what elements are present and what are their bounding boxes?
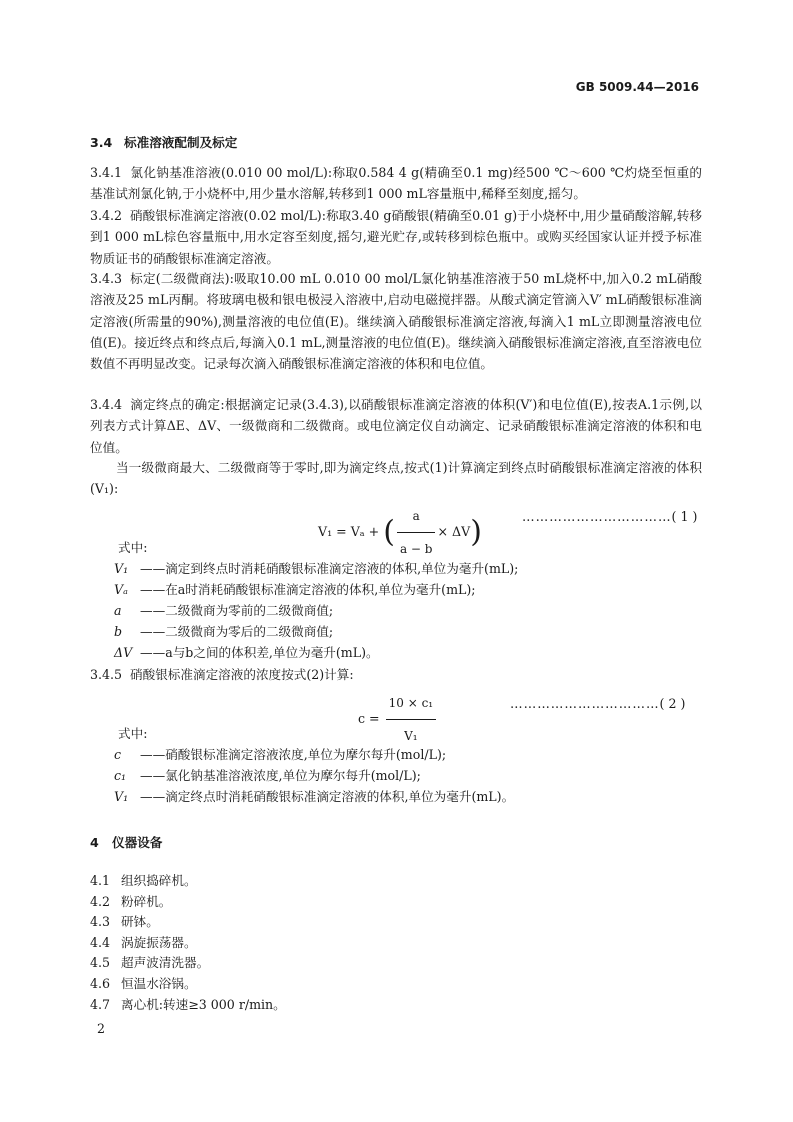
- formula-2-lhs: c =: [358, 711, 380, 726]
- item-text: 离心机:转速≥3 000 r/min。: [121, 996, 286, 1012]
- symbol-description: ——氯化钠基准溶液浓度,单位为摩尔每升(mol/L);: [140, 768, 421, 783]
- item-number: 4.6: [90, 975, 111, 991]
- section-heading-4: [90, 832, 162, 851]
- clause-text: 硝酸银标准滴定溶液(0.02 mol/L):称取3.40 g硝酸银(精确至0.01 g)于小烧杯中,用少量硝酸溶解,转移到1 000 mL棕色容量瓶中,用水定容至刻度,摇匀,避光贮存,或转移到棕色瓶中。或购买经国家认证并授予标准物质证书的硝酸银标准滴定溶液。: [90, 208, 702, 266]
- item-number: 4.3: [90, 914, 111, 930]
- list-item: [90, 912, 286, 933]
- formula-1-numerator: a: [397, 500, 436, 533]
- symbol-definition: [114, 621, 518, 642]
- leader-dots: ……………………………: [510, 696, 660, 711]
- formula-1: [318, 500, 482, 565]
- item-text: 粉碎机。: [121, 893, 172, 909]
- page-number: 2: [97, 1021, 106, 1036]
- symbol: Vₐ: [114, 582, 128, 597]
- item-number: 4.7: [90, 996, 111, 1012]
- clause-3-4-2: [90, 205, 702, 269]
- formula-1-denominator: a − b: [399, 542, 433, 556]
- symbol-definition: [114, 600, 518, 621]
- clause-text: 氯化钠基准溶液(0.010 00 mol/L):称取0.584 4 g(精确至0.1 mg)经500 ℃～600 ℃灼烧至恒重的基准试剂氯化钠,于小烧杯中,用少量水溶解,转移到1 000 mL容量瓶中,稀释至刻度,摇匀。: [90, 165, 702, 202]
- left-paren: (: [383, 514, 395, 550]
- formula-2-fraction: [386, 687, 436, 752]
- formula-2-label: ( 2 ): [659, 696, 686, 711]
- list-item: [90, 892, 286, 913]
- endpoint-paragraph: 当一级微商最大、二级微商等于零时,即为滴定终点,按式(1)计算滴定到终点时硝酸银标准滴定溶液的体积(V₁):: [90, 460, 702, 497]
- symbol-definition: [114, 642, 518, 663]
- where-label-2: 式中:: [118, 726, 148, 741]
- symbol: ΔV: [114, 645, 133, 660]
- list-item: [90, 953, 286, 974]
- list-item: [90, 974, 286, 995]
- formula-2: [358, 687, 438, 752]
- symbol: c: [114, 747, 122, 762]
- clause-text: 标定(二级微商法):吸取10.00 mL 0.010 00 mol/L氯化钠基准溶液于50 mL烧杯中,加入0.2 mL硝酸溶液及25 mL丙酮。将玻璃电极和银电极浸入溶液中,启动电磁搅拌器。从酸式滴定管滴入V′ mL硝酸银标准滴定溶液(所需量的90%),测量溶液的电位值(E)。继续滴入硝酸银标准滴定溶液,每滴入1 mL立即测量溶液电位值(E)。接近终点和终点后,每滴入0.1 mL,测量溶液的电位值(E)。继续滴入硝酸银标准滴定溶液,直至溶液电位数值不再明显改变。记录每次滴入硝酸银标准滴定溶液的体积和电位值。: [90, 271, 702, 372]
- symbol-description: ——二级微商为零前的二级微商值;: [140, 603, 334, 618]
- section-title: 标准溶液配制及标定: [124, 135, 238, 150]
- formula-1-lhs: V₁ = Vₐ +: [318, 524, 380, 539]
- clause-number: 3.4.4: [90, 397, 123, 412]
- formula-1-label: ( 1 ): [671, 509, 698, 524]
- symbol-description: ——在a时消耗硝酸银标准滴定溶液的体积,单位为毫升(mL);: [140, 582, 476, 597]
- formula-2-numerator: 10 × c₁: [386, 687, 436, 720]
- symbol-definition: [114, 744, 514, 765]
- symbol-description: ——二级微商为零后的二级微商值;: [140, 624, 334, 639]
- clause-text: 硝酸银标准滴定溶液的浓度按式(2)计算:: [130, 667, 354, 682]
- list-item: [90, 933, 286, 954]
- leader-dots: ……………………………: [522, 509, 672, 524]
- formula-2-leader: [510, 693, 685, 714]
- symbol-description: ——硝酸银标准滴定溶液浓度,单位为摩尔每升(mol/L);: [140, 747, 447, 762]
- clause-number: 3.4.2: [90, 208, 123, 223]
- formula-1-leader: [522, 506, 697, 527]
- item-text: 研钵。: [121, 914, 159, 930]
- list-item: [90, 995, 286, 1016]
- symbol: c₁: [114, 768, 127, 783]
- clause-3-4-4: [90, 394, 702, 458]
- clause-text: 滴定终点的确定:根据滴定记录(3.4.3),以硝酸银标准滴定溶液的体积(V′)和电位值(E),按表A.1示例,以列表方式计算ΔE、ΔV、一级微商和二级微商。或电位滴定仪自动滴定、记录硝酸银标准滴定溶液的体积和电位值。: [90, 397, 702, 455]
- formula-1-tail: × ΔV: [437, 524, 471, 539]
- symbol: V₁: [114, 789, 129, 804]
- symbol-definition: [114, 765, 514, 786]
- section-heading-3-4: [90, 132, 237, 151]
- symbol-description: ——a与b之间的体积差,单位为毫升(mL)。: [140, 645, 379, 660]
- section-number: 3.4: [90, 135, 113, 150]
- section-title: 仪器设备: [112, 835, 163, 850]
- symbol-description: ——滴定到终点时消耗硝酸银标准滴定溶液的体积,单位为毫升(mL);: [140, 561, 519, 576]
- formula-2-denominator: V₁: [404, 729, 418, 743]
- item-number: 4.1: [90, 873, 111, 888]
- item-text: 恒温水浴锅。: [121, 975, 197, 991]
- item-number: 4.2: [90, 893, 111, 909]
- symbol-definition: [114, 579, 518, 600]
- item-number: 4.4: [90, 934, 111, 950]
- item-text: 涡旋振荡器。: [121, 934, 197, 950]
- clause-number: 3.4.3: [90, 271, 123, 286]
- symbol-description: ——滴定终点时消耗硝酸银标准滴定溶液的体积,单位为毫升(mL)。: [140, 789, 515, 804]
- clause-3-4-1: [90, 162, 702, 205]
- symbol-definition: [114, 786, 514, 807]
- where-label-1: 式中:: [118, 540, 148, 555]
- clause-3-4-3: [90, 268, 702, 374]
- section-number: 4: [90, 835, 99, 850]
- list-item: [90, 871, 286, 892]
- symbol-definition: [114, 558, 518, 579]
- item-number: 4.5: [90, 955, 111, 971]
- symbol-definitions-1: [114, 558, 518, 663]
- symbol: a: [114, 603, 122, 618]
- item-text: 组织捣碎机。: [121, 873, 197, 888]
- symbol: b: [114, 624, 123, 639]
- document-code: GB 5009.44—2016: [575, 80, 699, 94]
- formula-1-fraction: [397, 500, 436, 565]
- equipment-list: [90, 871, 286, 1015]
- right-paren: ): [470, 514, 482, 550]
- clause-number: 3.4.1: [90, 165, 123, 180]
- symbol: V₁: [114, 561, 129, 576]
- clause-3-4-5: [90, 664, 354, 685]
- item-text: 超声波清洗器。: [121, 955, 210, 971]
- clause-number: 3.4.5: [90, 667, 123, 682]
- symbol-definitions-2: [114, 744, 514, 807]
